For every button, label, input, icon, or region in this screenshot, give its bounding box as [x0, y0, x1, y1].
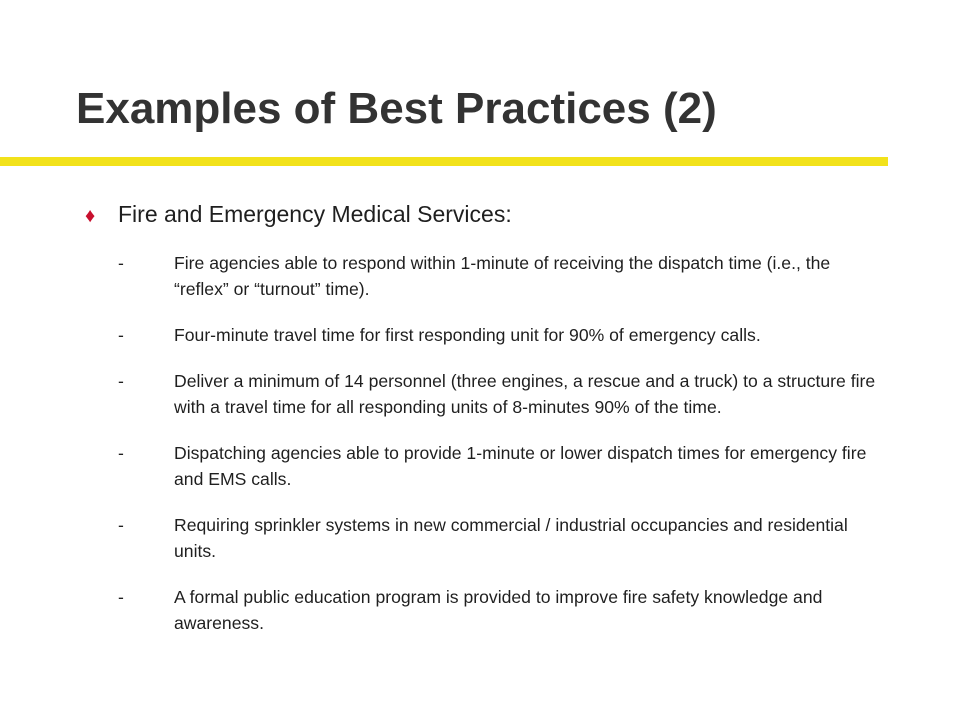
list-item-text: Four-minute travel time for first responding unit for 90% of emergency calls.	[174, 325, 761, 345]
list-item	[116, 440, 876, 492]
main-bullet-text: Fire and Emergency Medical Services:	[118, 201, 512, 227]
diamond-bullet-icon: ♦	[85, 205, 96, 227]
list-item-text: Requiring sprinkler systems in new commercial / industrial occupancies and residential units.	[174, 515, 848, 561]
main-bullet	[85, 201, 512, 228]
dash-marker: -	[118, 587, 124, 607]
list-item-text: Fire agencies able to respond within 1-minute of receiving the dispatch time (i.e., the “reflex” or “turnout” time).	[174, 253, 831, 299]
list-item-text: Dispatching agencies able to provide 1-minute or lower dispatch times for emergency fire and EMS calls.	[174, 443, 867, 489]
dash-marker: -	[118, 515, 124, 535]
dash-marker: -	[118, 371, 124, 391]
list-item	[116, 368, 876, 420]
list-item	[116, 512, 876, 564]
list-item-text: A formal public education program is provided to improve fire safety knowledge and awareness.	[174, 587, 823, 633]
dash-marker: -	[118, 443, 124, 463]
dash-marker: -	[118, 253, 124, 273]
list-item	[116, 584, 876, 636]
sub-bullet-list	[116, 250, 876, 656]
dash-marker: -	[118, 325, 124, 345]
slide-title: Examples of Best Practices (2)	[76, 84, 717, 133]
list-item-text: Deliver a minimum of 14 personnel (three engines, a rescue and a truck) to a structure fire with a travel time for all responding units of 8-minutes 90% of the time.	[174, 371, 876, 417]
list-item	[116, 322, 876, 348]
title-underline-bar	[0, 157, 888, 166]
list-item	[116, 250, 876, 302]
